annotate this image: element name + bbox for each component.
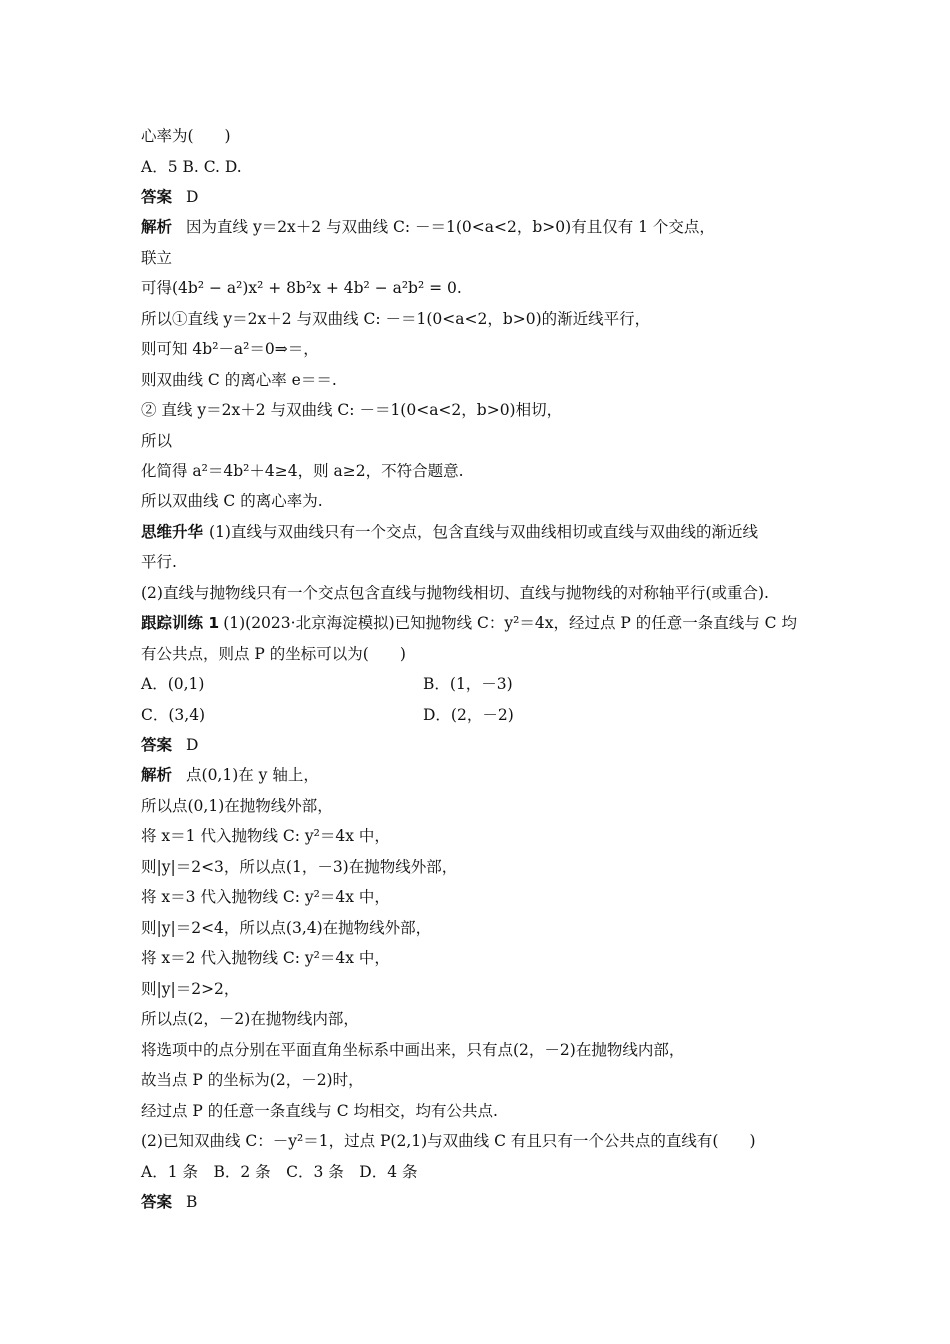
options-line: [141, 157, 242, 177]
options-line: [423, 705, 514, 725]
text-content: 将 x＝3 代入抛物线 C: y²＝4x 中，: [141, 888, 390, 906]
text-content: 所以点(0,1)在抛物线外部，: [141, 797, 333, 815]
analysis-text: 因为直线 y＝2x＋2 与双曲线 C: －＝1(0<a<2，b>0)有且仅有 1 个交点，: [186, 218, 715, 236]
text-line: [141, 278, 462, 298]
summary-line: [141, 522, 758, 542]
analysis-label: 解析: [141, 218, 173, 236]
text-line: [141, 796, 333, 816]
text-content: 经过点 P 的任意一条直线与 C 均相交，均有公共点.: [141, 1102, 498, 1120]
exercise-line: [141, 613, 797, 633]
options-line: [141, 705, 205, 725]
analysis-line: [141, 765, 319, 785]
options-text: A．5 B. C. D.: [141, 158, 242, 176]
options-line: [141, 1162, 418, 1182]
options-line: [423, 674, 513, 694]
summary-text: (1)直线与双曲线只有一个交点，包含直线与双曲线相切或直线与双曲线的渐近线: [209, 523, 758, 541]
text-content: 将 x＝1 代入抛物线 C: y²＝4x 中，: [141, 827, 390, 845]
options-text: A．1 条 B．2 条 C．3 条 D．4 条: [141, 1163, 418, 1181]
text-content: 故当点 P 的坐标为(2，－2)时，: [141, 1071, 364, 1089]
answer-line: [141, 1192, 197, 1212]
text-line: [141, 309, 650, 329]
exercise-label: 跟踪训练 1: [141, 614, 220, 632]
exercise-text: (1)(2023·北京海淀模拟)已知抛物线 C：y²＝4x，经过点 P 的任意一条直线与 C 均: [223, 614, 797, 632]
text-line: [141, 857, 457, 877]
text-line: [141, 1040, 684, 1060]
answer-value: D: [186, 188, 199, 206]
option-c: C．(3,4): [141, 706, 206, 724]
text-line: [141, 1009, 359, 1029]
text-content: 则|y|＝2<3，所以点(1，－3)在抛物线外部，: [141, 858, 458, 876]
text-content: 可得(4b² − a²)x² + 8b²x + 4b² − a²b² = 0.: [141, 279, 462, 297]
option-d: D．(2，－2): [423, 706, 514, 724]
text-content: 联立: [141, 249, 173, 267]
text-content: 则可知 4b²－a²＝0⇒＝，: [141, 340, 319, 358]
answer-label: 答案: [141, 1193, 173, 1211]
text-line: [141, 887, 390, 907]
text-content: 所以: [141, 432, 173, 450]
text-line: [141, 491, 323, 511]
text-line: [141, 979, 239, 999]
text-content: 将选项中的点分别在平面直角坐标系中画出来，只有点(2，－2)在抛物线内部，: [141, 1041, 685, 1059]
answer-label: 答案: [141, 736, 173, 754]
text-content: 则|y|＝2>2，: [141, 980, 240, 998]
option-a: A．(0,1): [141, 675, 205, 693]
text-content: 所以双曲线 C 的离心率为.: [141, 492, 323, 510]
text-content: 平行.: [141, 553, 177, 571]
text-line: [141, 126, 231, 146]
options-line: [141, 674, 204, 694]
text-content: 将 x＝2 代入抛物线 C: y²＝4x 中，: [141, 949, 390, 967]
text-content: 则双曲线 C 的离心率 e＝＝.: [141, 371, 337, 389]
question-fragment: 心率为( ): [141, 127, 231, 145]
text-line: [141, 1101, 498, 1121]
text-line: [141, 948, 390, 968]
text-content: (2)直线与抛物线只有一个交点包含直线与抛物线相切、直线与抛物线的对称轴平行(或重合).: [141, 584, 769, 602]
text-line: [141, 339, 319, 359]
text-line: [141, 644, 406, 664]
text-line: [141, 431, 172, 451]
text-content: 所以①直线 y＝2x＋2 与双曲线 C: －＝1(0<a<2，b>0)的渐近线平行，: [141, 310, 651, 328]
question-text: (2)已知双曲线 C：－y²＝1，过点 P(2,1)与双曲线 C 有且只有一个公共点的直线有( ): [141, 1132, 756, 1150]
answer-line: [141, 187, 198, 207]
text-line: [141, 918, 431, 938]
analysis-line: [141, 217, 715, 237]
text-line: [141, 248, 172, 268]
text-content: ② 直线 y＝2x＋2 与双曲线 C: －＝1(0<a<2，b>0)相切，: [141, 401, 563, 419]
text-line: [141, 370, 337, 390]
text-line: [141, 400, 562, 420]
text-line: [141, 826, 390, 846]
text-content: 有公共点，则点 P 的坐标可以为( ): [141, 645, 406, 663]
summary-label: 思维升华: [141, 523, 204, 541]
analysis-label: 解析: [141, 766, 173, 784]
text-line: [141, 1070, 364, 1090]
answer-value: B: [186, 1193, 198, 1211]
text-line: [141, 583, 769, 603]
question-line: [141, 1131, 756, 1151]
answer-value: D: [186, 736, 199, 754]
answer-line: [141, 735, 198, 755]
analysis-text: 点(0,1)在 y 轴上，: [186, 766, 319, 784]
answer-label: 答案: [141, 188, 173, 206]
text-line: [141, 461, 464, 481]
text-line: [141, 552, 177, 572]
text-content: 所以点(2，－2)在抛物线内部，: [141, 1010, 359, 1028]
text-content: 化简得 a²＝4b²＋4≥4，则 a≥2，不符合题意.: [141, 462, 464, 480]
option-b: B．(1，－3): [423, 675, 513, 693]
text-content: 则|y|＝2<4，所以点(3,4)在抛物线外部，: [141, 919, 432, 937]
